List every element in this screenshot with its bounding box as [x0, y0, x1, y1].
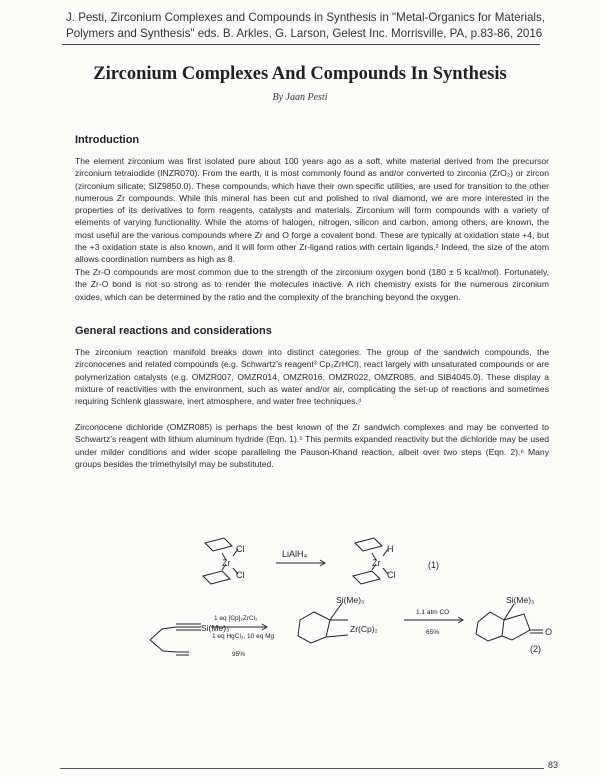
section-heading-introduction: Introduction: [75, 134, 140, 146]
paragraph-text: The Zr-O compounds are most common due to the strength of the zirconium oxygen bond (180 ± 5 kcal/mol). Fortunately, the Zr-O bond is not so strong as to render the molecules inactive. A rich chemistry exists for the numerous zirconium oxides, which can be determined by the ratio and the complexity of the branching beyond the oxygen.: [75, 267, 549, 302]
section-heading-general-reactions: General reactions and considerations: [75, 325, 272, 337]
step1-reagent-below: 1 eq HgCl₂, 10 eq Mg: [212, 633, 275, 640]
page-title: Zirconium Complexes And Compounds In Synthesis: [93, 64, 507, 84]
chloride-label: Cl: [387, 570, 396, 580]
step1-reagent-above: 1 eq [Cp]₂ZrCl₂: [214, 615, 258, 622]
trimethylsilyl-label: Si(Me)₃: [336, 595, 365, 605]
step2-reagent-above: 1.1 atm CO: [416, 609, 450, 616]
zirconocene-dichloride-structure: [203, 538, 238, 584]
enyne-structure: [150, 624, 201, 655]
zirconium-label: Zr: [372, 558, 381, 568]
schwartz-reagent-structure: [353, 538, 388, 584]
paragraph-text: The element zirconium was first isolated pure about 100 years ago as a soft, white material derived from the precursor zirconium tetraiodide (INZR070). From the earth, it is most commonly found as and/or converted to zirconia (ZrO₂) or zircon (zirconium silicate; SIZ9850.0). These compounds, which have their own specific utilities, are used for transition to the other numerous Zr compounds. While this mineral has been cut and polished to rival diamond, we are more interested in the properties of its derivatives to form reagents, catalysts and materials. Zirconium will form compounds with a variety of elements of varying functionality. While the atoms of halogen, nitrogen, silicon and carbon, among others, are known, the most useful are the various compounds where Zr and O forge a covalent bond. These are typically at oxidation state +4, but the +3 oxidation state is also known, and it will form other Zr-ligand ratios with certain ligands.² Indeed, the size of the atom allows coordination numbers as high as 8.: [75, 156, 549, 265]
author-byline: By Jaan Pesti: [272, 92, 328, 103]
citation-line-1: J. Pesti, Zirconium Complexes and Compounds in Synthesis in "Metal-Organics for Materials,: [66, 11, 546, 24]
footer-divider: [60, 768, 544, 769]
paragraph-text: Zirconocene dichloride (OMZR085) is perhaps the best known of the Zr sandwich complexes and may be converted to Schwartz's reagent with lithium aluminum hydride (Eqn. 1).⁵ This permits expanded reactivity but the dichloride may be used under milder conditions and wider scope paralleling the Pauson-Khand reaction, albeit over two steps (Eqn. 2).⁶ Many groups besides the trimethylsilyl may be substituted.: [75, 422, 549, 469]
eq1-reagent: LiAlH₄: [282, 549, 308, 559]
hydride-label: H: [387, 544, 394, 554]
step1-yield: 95%: [232, 651, 246, 658]
trimethylsilyl-label: Si(Me)₃: [201, 623, 230, 633]
page-number: 83: [548, 760, 559, 770]
zirconacycle-structure: [298, 603, 348, 643]
equation-1-number: (1): [428, 560, 439, 570]
step2-yield: 65%: [426, 629, 440, 636]
cyclopentenone-product-structure: [476, 604, 543, 641]
chloride-label: Cl: [236, 570, 245, 580]
chloride-label: Cl: [236, 544, 245, 554]
paragraph-text: The zirconium reaction manifold breaks down into distinct categories. The group of the sandwich compounds, the zirconocenes and related compounds (e.g. Schwartz's reagent³ Cp₂ZrHCl), react largely with unsaturated compounds or are polymerization catalysts (e.g. OMZR007, OMZR014, OMZR016, OMZR022, OMZR085, and SIB4045.0). These display a mixture of reactivities with the environment, such as water and/or air, complicating the set-up of reactions and sometimes requiring Schlenk glassware, inert atmosphere, and water free techniques.⁴: [75, 347, 549, 407]
citation-line-2: Polymers and Synthesis" eds. B. Arkles, G. Larson, Gelest Inc. Morrisville, PA, p.83-86, 2016: [66, 27, 543, 40]
carbonyl-oxygen-label: O: [545, 627, 553, 637]
zirconocene-label: Zr(Cp)₂: [350, 624, 378, 634]
trimethylsilyl-label: Si(Me)₃: [506, 595, 535, 605]
equation-2-number: (2): [530, 644, 541, 654]
zirconium-label: Zr: [222, 558, 231, 568]
